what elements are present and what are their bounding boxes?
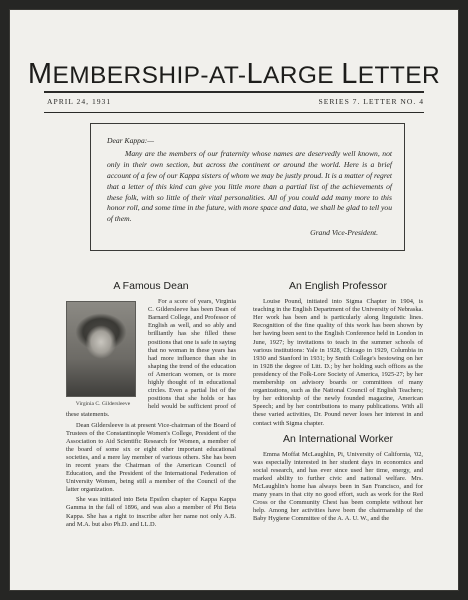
newsletter-page: [10, 10, 458, 590]
right-column: [253, 282, 423, 526]
intro-letter-box: [90, 123, 405, 251]
portrait-caption: Virginia C. Gildersleeve: [75, 401, 131, 408]
dean-paragraph-1: For a score of years, Virginia C. Gildersleeve has been Dean of Barnard College, and Professor of English as well, and so ably and brilliantly has she filled these positions that one is safe in saying that no woman in these years has had more influence than she in shaping the trend of the education of American women, or is more highly thought of in educational circles. Even a partial list of the positions that she holds or has held would be sufficient proof of these statements.: [66, 298, 236, 419]
dean-paragraph-3: She was initiated into Beta Epsilon chapter of Kappa Kappa Gamma in the fall of 1896, and was also a member of Phi Beta Kappa. She has a right to inscribe after her name not only A.B. and M.A. but also Ph.D. and LL.D.: [66, 496, 236, 528]
masthead-rule-bottom: [44, 112, 424, 113]
professor-paragraph: Louise Pound, initiated into Sigma Chapter in 1904, is teaching in the English Department of the University of Nebraska. Her work has been and is particularly along linguistic lines. Recognition of the fine quality of this work has been shown by her having been sent to the English Conference held in London in June, 1927; by invitations to teach in the summer schools of various institutions: Yale in 1928, Chicago in 1929, Columbia in 1930 and Stanford in 1931; by Smith College's bestowing on her in 1928 the degree of Litt. D.; by her holding such offices as the presidency of the Folk-Lore Society of America, 1925-27; by her membership on advisory boards or committees of many organizations, such as the National Council of English Teachers; by her editorship of the newly founded magazine, American Speech; and by her contributions to many publications. With all these varied activities, Dr. Pound never loses her interest in and contact with Sigma chapter.: [253, 298, 423, 427]
worker-paragraph: Emma Moffat McLaughlin, Pi, University of California, '02, was especially interested in her student days in economics and social research, and has ever since used her time, energy, and marked ability to further civic and national welfare. Mrs. McLaughlin's home has always been in San Francisco, and for many years in that city no good effort, such as work for the Red Cross or the Community Chest has been complete without her help. Among her activities have been the chairmanship of the Baby Hygiene Committee of the A. A. U. W., and the: [253, 450, 423, 523]
section-heading-dean: A Famous Dean: [113, 280, 189, 292]
portrait-photo: [66, 301, 136, 397]
letter-salutation: Dear Kappa:—: [107, 136, 155, 145]
dean-paragraph-2: Dean Gildersleeve is at present Vice-chairman of the Board of Trustees of the Constantinople Women's College, President of the Association to Aid Scientific Research for Women, a member of the board of some six or eight other important educational societies, and a mere lay member of various others. She has been in recent years the Chairman of the American Council of Education, and the President of the International Federation of University Women, being still a member of the Council of the latter organization.: [66, 421, 236, 494]
letter-signature: Grand Vice-President.: [310, 228, 378, 238]
letter-body: Many are the members of our fraternity whose names are deservedly well known, not only in their own section, but across the continent or around the world. Here is a brief account of a few of our Kappa sisters of whom we may be justly proud. It is a matter of regret that a letter of this kind can give you little more than a partial list of the achievements of these folk, with so little of their vital personalities. All of you could add many more to this honor roll, and some time in the future, with more space and data, we shall be glad to tell you of them.: [107, 148, 392, 224]
left-column: [66, 282, 236, 531]
section-heading-worker: An International Worker: [282, 432, 394, 445]
portrait-figure: [66, 301, 140, 408]
section-heading-professor: An English Professor: [288, 280, 388, 292]
issue-date: APRIL 24, 1931: [47, 97, 112, 106]
masthead-title: MEMBERSHIP-AT-LARGE LETTER: [27, 58, 441, 90]
series-number: SERIES 7. LETTER NO. 4: [318, 97, 424, 106]
masthead-rule-top: [44, 91, 424, 93]
